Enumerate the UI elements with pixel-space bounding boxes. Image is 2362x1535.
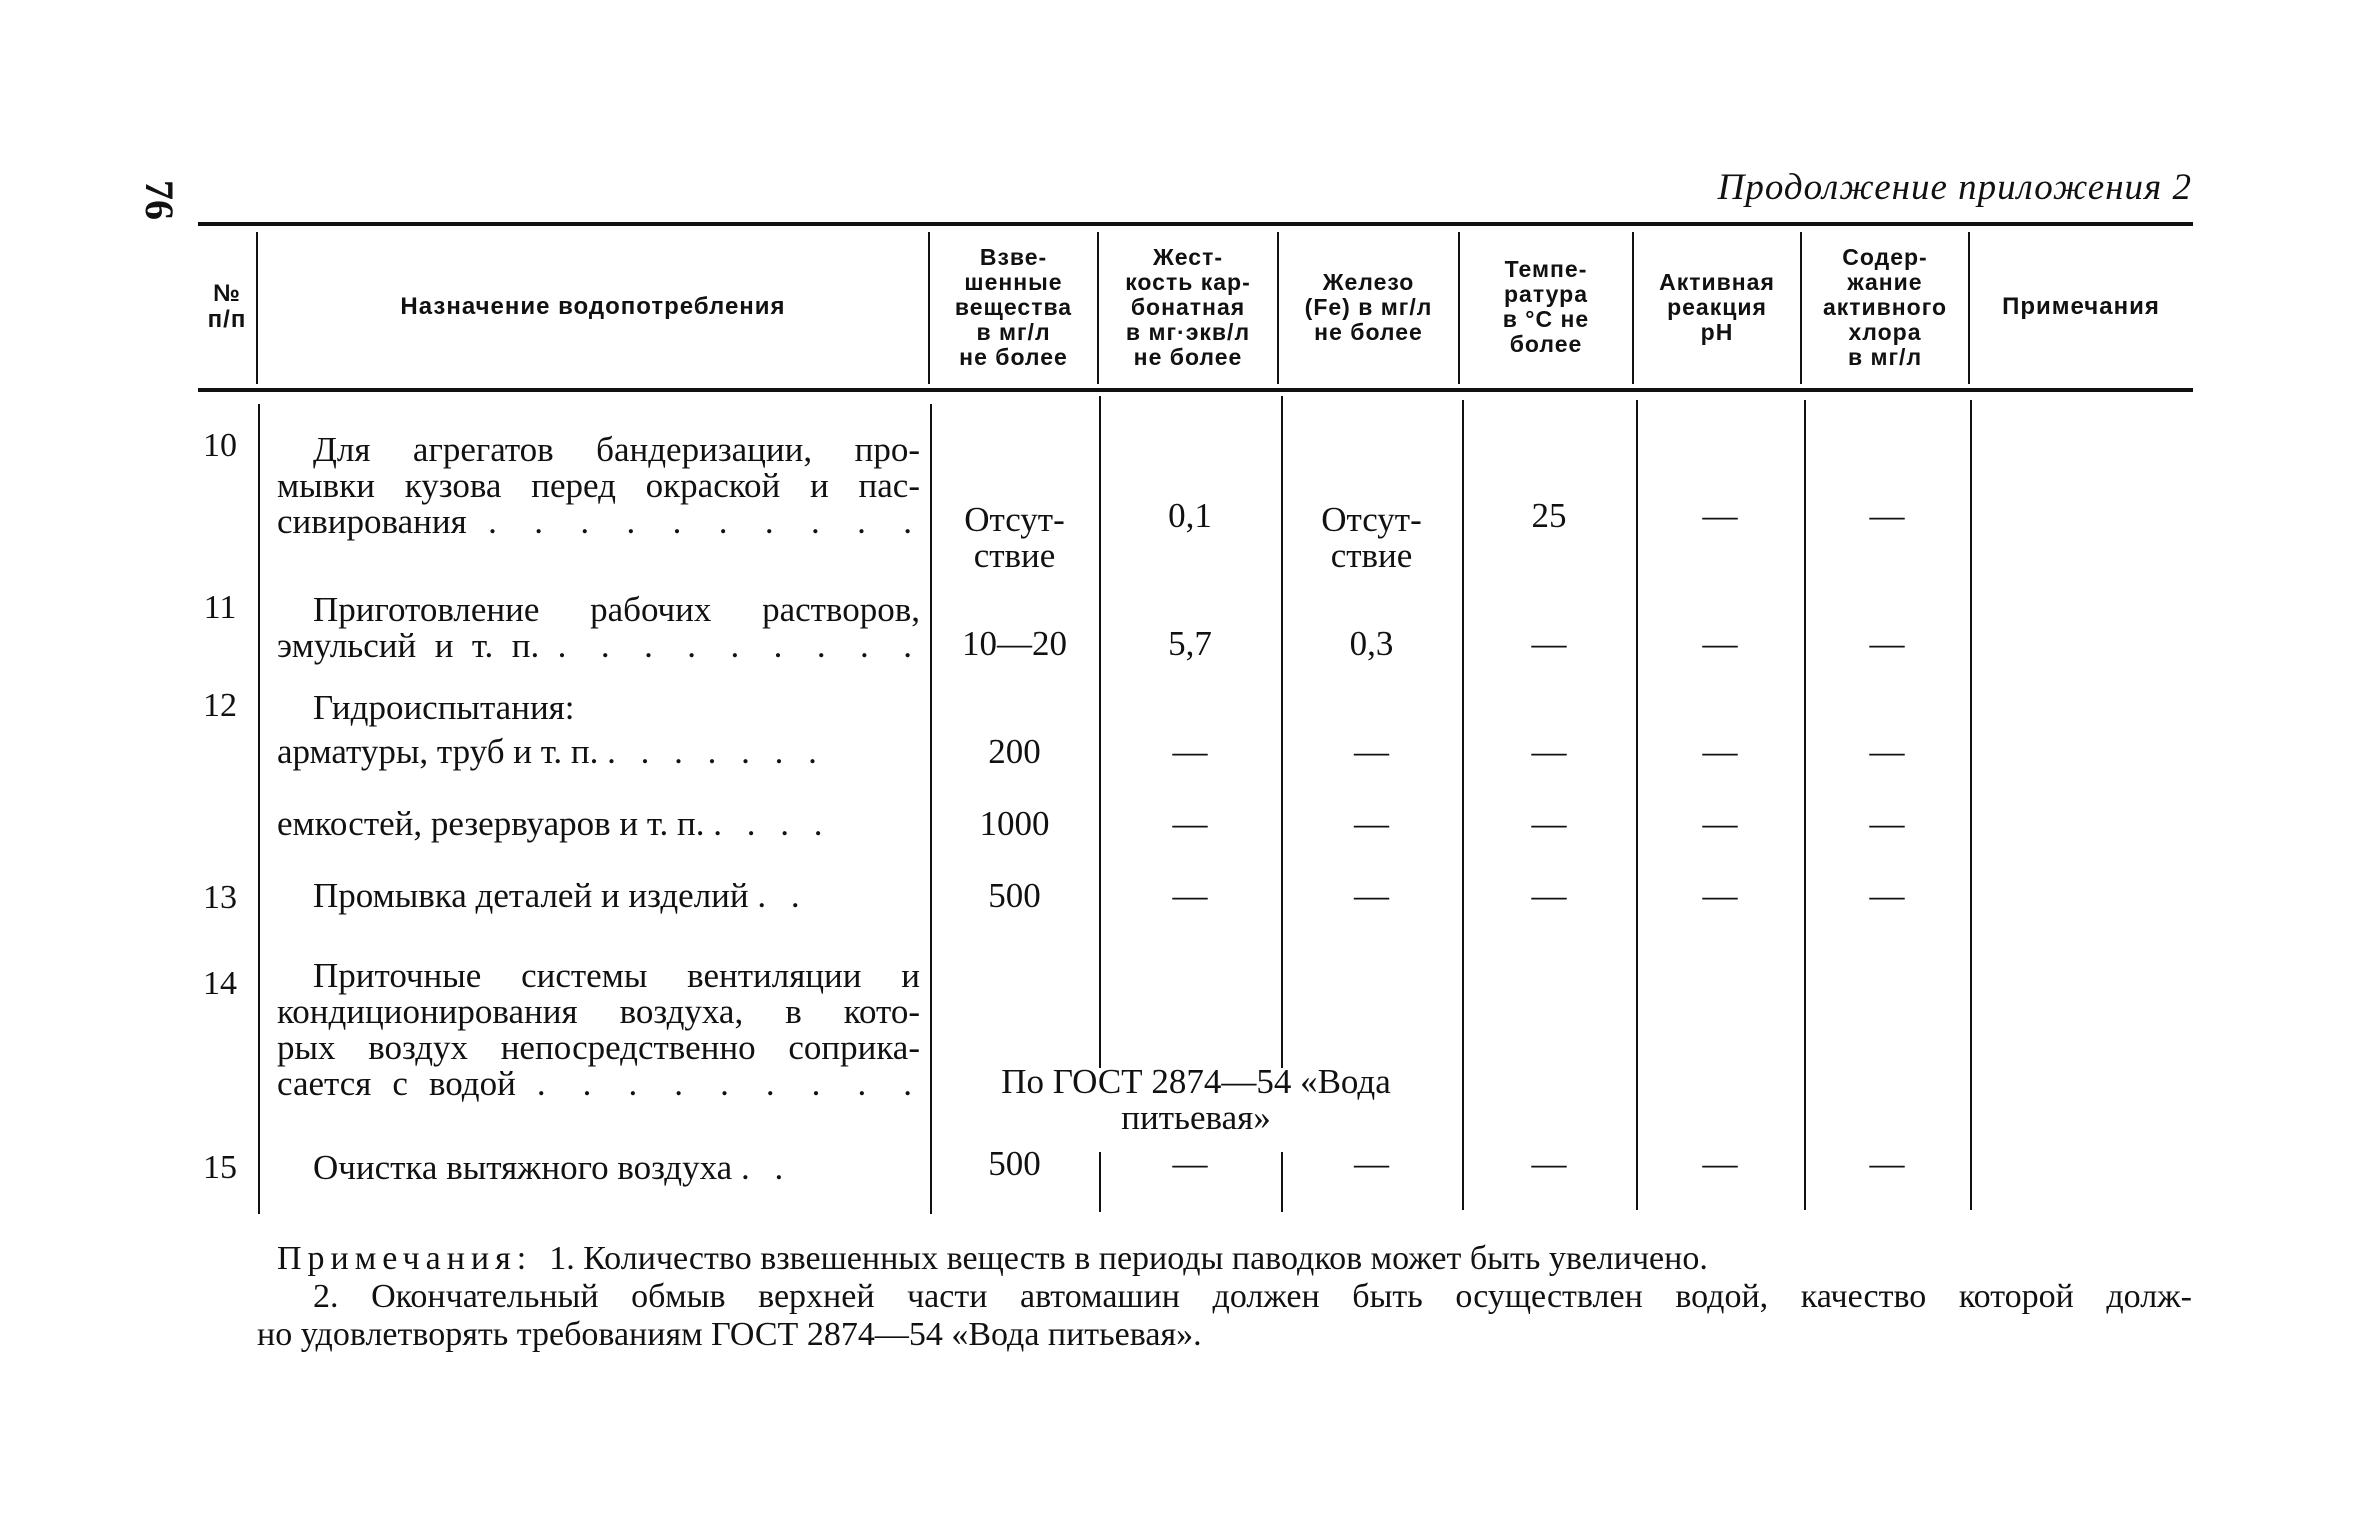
column-header-purpose: Назначение водопотребления [400,293,786,320]
column-header-iron: Железо (Fe) в мг/л не более [1304,268,1433,345]
cell-chlorine: — [1869,1144,1905,1183]
cell-chlorine: — [1869,732,1905,771]
row-purpose: Приточные системы вентиляции и кондиционирования воздуха, в кото- рых воздух непосредственно соприка- сается с водой . . . . . . . . . [277,956,921,1103]
cell-iron: — [1354,732,1389,771]
cell-iron: — [1354,876,1389,915]
cell-temperature: 25 [1531,496,1567,535]
cell-hardness: — [1172,1144,1208,1183]
cell-iron: — [1354,804,1389,843]
row-number: 13 [203,879,237,916]
column-header-num: № п/п [207,280,247,333]
cell-temperature: — [1531,876,1567,915]
cell-hardness: 5,7 [1168,624,1212,663]
cell-iron: Отсут- ствие [1321,500,1422,575]
cell-chlorine: — [1869,624,1905,663]
body-divider [1099,396,1101,1068]
cell-ph: — [1702,624,1738,663]
column-header-chlorine: Содер- жание активного хлора в мг/л [1822,243,1948,370]
cell-ph: — [1702,732,1738,771]
body-divider [1970,400,1972,1210]
row-subitem: арматуры, труб и т. п. . . . . . . . [277,732,825,771]
row-number: 14 [203,965,237,1002]
cell-temperature: — [1531,624,1567,663]
column-header-ph: Активная реакция pH [1659,268,1775,345]
cell-iron: — [1354,1144,1389,1183]
cell-hardness: 0,1 [1168,496,1212,535]
column-header-temperature: Темпе- ратура в °С не более [1502,256,1590,357]
row-number: 10 [203,427,237,464]
cell-chlorine: — [1869,876,1905,915]
cell-ph: — [1702,876,1738,915]
page-number: 76 [137,180,183,220]
cell-merged-gost: По ГОСТ 2874—54 «Вода питьевая» [1001,1062,1391,1137]
cell-iron: 0,3 [1349,624,1394,663]
row-purpose: Гидроиспытания: [313,688,575,727]
table-header-rule [198,388,2193,392]
column-header-notes: Примечания [2002,293,2160,320]
cell-temperature: — [1531,804,1567,843]
cell-suspended: 1000 [979,804,1050,843]
cell-suspended: 500 [988,876,1041,915]
row-number: 11 [203,589,237,626]
footnote-2: 2. Окончательный обмыв верхней части автомашин должен быть осуществлен водой, качество которой долж- [313,1278,2192,1315]
column-header-hardness: Жест- кость кар- бонатная в мг·экв/л не более [1125,243,1251,370]
footnote-1: Примечания: 1. Количество взвешенных веществ в периоды паводков может быть увеличено. [277,1240,1708,1277]
cell-hardness: — [1172,732,1208,771]
row-purpose: Для агрегатов бандеризации, про- мывки кузова перед окраской и пас- сивирования . . . . . . . . . . [277,430,921,541]
cell-chlorine: — [1869,804,1905,843]
footnote-2-cont: но удовлетворять требованиям ГОСТ 2874—54 «Вода питьевая». [257,1316,1202,1353]
row-purpose: Промывка деталей и изделий . . [313,876,808,915]
cell-suspended: 10—20 [962,624,1067,663]
page-header: Продолжение приложения 2 [1717,167,2192,208]
row-purpose: Приготовление рабочих растворов, эмульсий и т. п. . . . . . . . . . [277,590,921,665]
row-purpose: Очистка вытяжного воздуха . . [313,1148,792,1187]
cell-temperature: — [1531,732,1567,771]
cell-suspended: 500 [988,1144,1041,1183]
body-divider [1281,396,1283,1068]
cell-suspended: 200 [988,732,1041,771]
footnotes [257,1240,2192,1354]
column-header-suspended: Взве- шенные вещества в мг/л не более [954,243,1073,370]
cell-ph: — [1702,1144,1738,1183]
cell-chlorine: — [1869,496,1905,535]
table-top-rule [198,222,2193,226]
cell-temperature: — [1531,1144,1567,1183]
row-subitem: емкостей, резервуаров и т. п. . . . . [277,804,831,843]
cell-suspended: Отсут- ствие [964,500,1065,575]
cell-hardness: — [1172,804,1208,843]
cell-ph: — [1702,496,1738,535]
body-divider [258,404,260,1214]
row-number: 12 [203,687,237,724]
cell-ph: — [1702,804,1738,843]
cell-hardness: — [1172,876,1208,915]
row-number: 15 [203,1149,237,1186]
